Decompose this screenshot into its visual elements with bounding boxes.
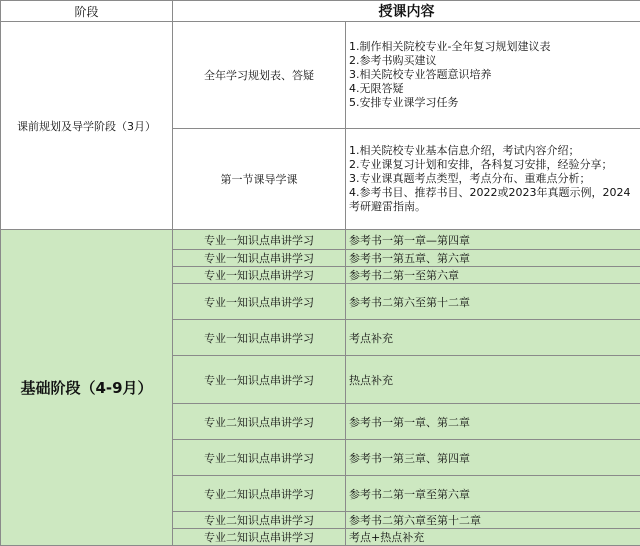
- course-name: 第一节课导学课: [173, 129, 346, 230]
- list-item: 2.专业课复习计划和安排，各科复习安排，经验分享；: [349, 158, 640, 172]
- stage-label: 基础阶段（4-9月）: [1, 230, 173, 546]
- course-name: 专业二知识点串讲学习: [173, 440, 346, 476]
- course-name: 专业二知识点串讲学习: [173, 476, 346, 512]
- course-content: [346, 129, 640, 230]
- course-content: 参考书二第六至第十二章: [346, 284, 640, 320]
- content-list: [349, 40, 640, 110]
- course-content: 参考书一第一章—第四章: [346, 230, 640, 250]
- list-item: 1.相关院校专业基本信息介绍，考试内容介绍；: [349, 144, 640, 158]
- table-row: [1, 230, 640, 250]
- course-content: 考点+热点补充: [346, 529, 640, 546]
- course-name: 专业一知识点串讲学习: [173, 250, 346, 267]
- course-name: 专业二知识点串讲学习: [173, 404, 346, 440]
- content-list: [349, 144, 640, 214]
- course-name: 专业二知识点串讲学习: [173, 512, 346, 529]
- list-item: 2.参考书购买建议: [349, 54, 640, 68]
- header-stage: 阶段: [1, 1, 173, 22]
- stage-label: 课前规划及导学阶段（3月）: [1, 22, 173, 230]
- course-content: 热点补充: [346, 356, 640, 404]
- course-content: 参考书一第三章、第四章: [346, 440, 640, 476]
- course-name: 专业一知识点串讲学习: [173, 230, 346, 250]
- list-item: 3.专业课真题考点类型，考点分布、重难点分析；: [349, 172, 640, 186]
- list-item: 4.参考书目、推荐书目、2022或2023年真题示例，2024考研避雷指南。: [349, 186, 640, 214]
- course-content: 考点补充: [346, 320, 640, 356]
- table-row: [1, 22, 640, 129]
- course-content: 参考书二第一至第六章: [346, 267, 640, 284]
- course-name: 专业一知识点串讲学习: [173, 320, 346, 356]
- course-name: 专业一知识点串讲学习: [173, 267, 346, 284]
- course-content: 参考书二第六章至第十二章: [346, 512, 640, 529]
- course-content: 参考书一第五章、第六章: [346, 250, 640, 267]
- header-content: 授课内容: [173, 1, 640, 22]
- course-name: 全年学习规划表、答疑: [173, 22, 346, 129]
- course-name: 专业二知识点串讲学习: [173, 529, 346, 546]
- course-name: 专业一知识点串讲学习: [173, 284, 346, 320]
- header-row: [1, 1, 640, 22]
- course-content: [346, 22, 640, 129]
- list-item: 4.无限答疑: [349, 82, 640, 96]
- list-item: 5.安排专业课学习任务: [349, 96, 640, 110]
- list-item: 1.制作相关院校专业-全年复习规划建议表: [349, 40, 640, 54]
- list-item: 3.相关院校专业答题意识培养: [349, 68, 640, 82]
- course-content: 参考书一第一章、第二章: [346, 404, 640, 440]
- course-content: 参考书二第一章至第六章: [346, 476, 640, 512]
- course-name: 专业一知识点串讲学习: [173, 356, 346, 404]
